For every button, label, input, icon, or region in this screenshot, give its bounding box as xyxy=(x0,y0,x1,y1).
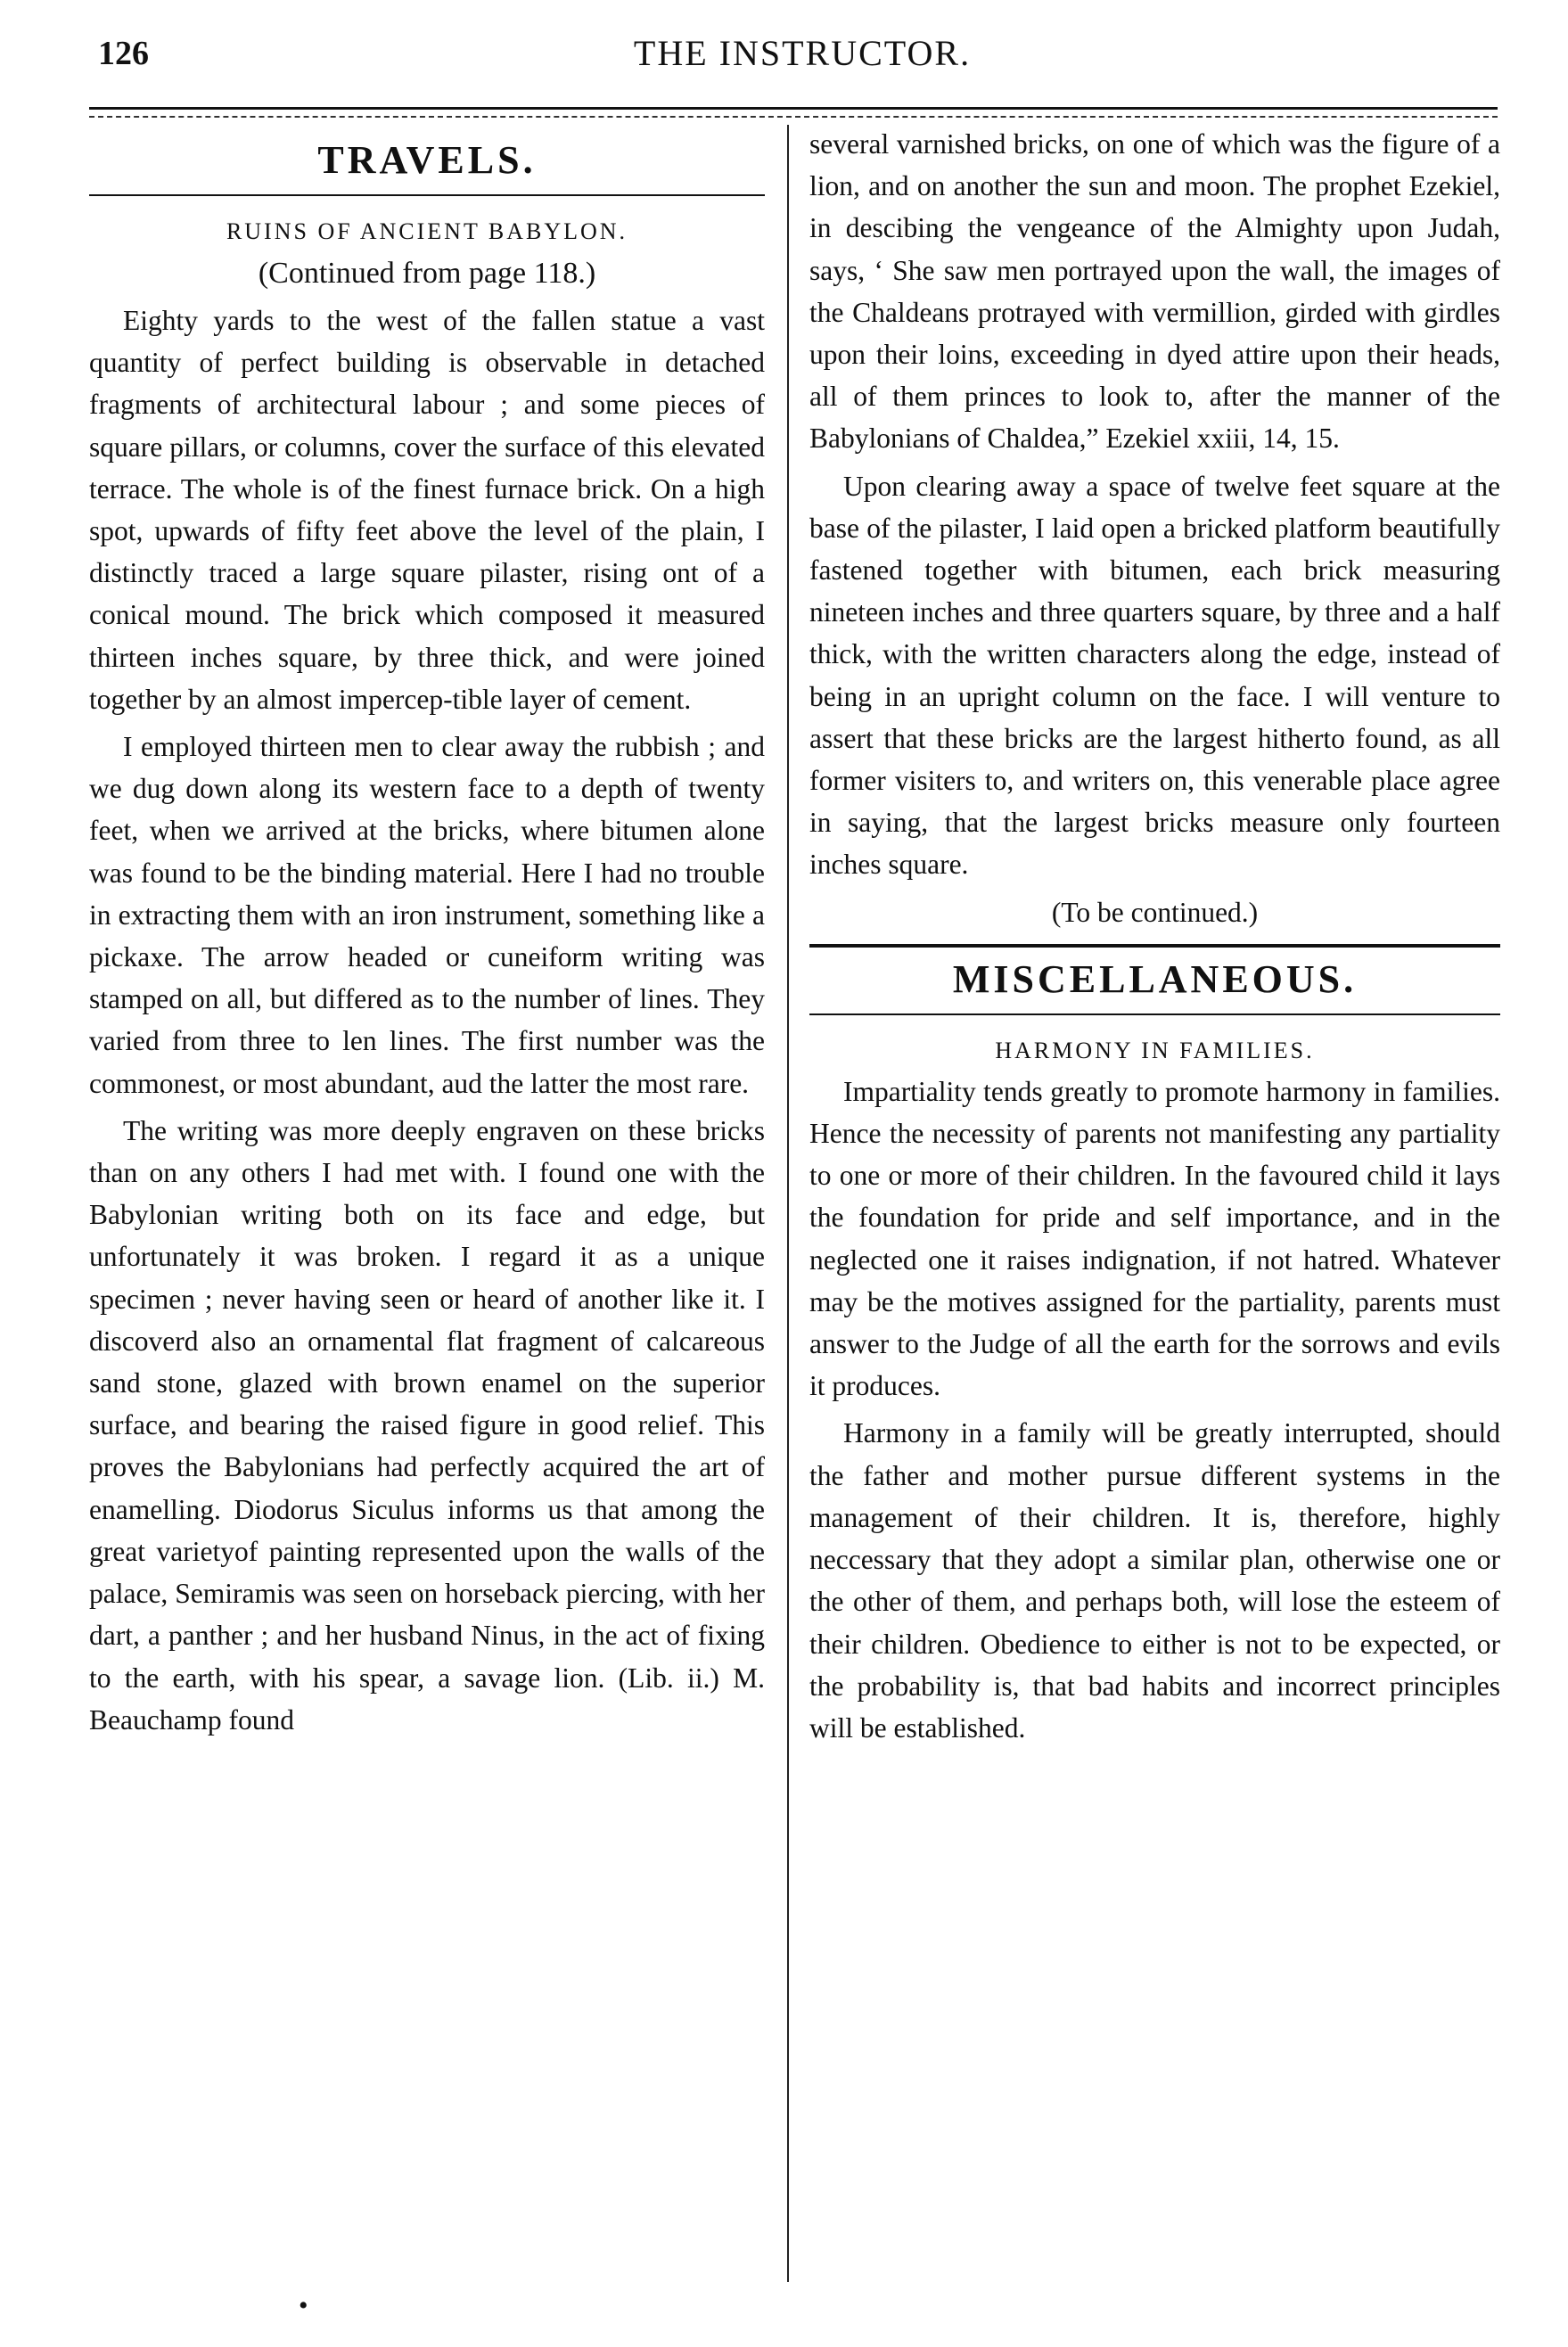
travels-paragraph-2: I employed thirteen men to clear away the rubbish ; and we dug down along its western face to a depth of twenty feet, when we arrived at the bricks, where bitumen alone was found to be the binding material. Here I had no trouble in extracting them with an iron instrument, something like a pickaxe. The arrow headed or cuneiform writing was stamped on all, but differed as to the number of lines. They varied from three to len lines. The first number was the commonest, or most abundant, aud the latter the most rare. xyxy=(89,731,765,1099)
misc-section-title: MISCELLANEOUS. xyxy=(952,956,1358,1001)
misc-rule xyxy=(809,1013,1500,1015)
page xyxy=(89,27,1515,2320)
header-rule xyxy=(89,107,1498,110)
travels-paragraph-3: The writing was more deeply engraven on these bricks than on any others I had met with. I found one with the Babylonian writing both on its face and edge, but unfortunately it was broken. I regard it as a unique specimen ; never having seen or heard of another like it. I discoverd also an ornamental flat fragment of calcareous sand stone, glazed with brown enamel on the superior surface, and bearing the raised figure in good relief. This proves the Babylonians had perfectly acquired the art of enamelling. Diodorus Siculus informs us that among the great varietyof painting represented upon the walls of the palace, Semiramis was seen on horseback piercing, with her dart, a panther ; and her husband Ninus, in the act of fixing to the earth, with his spear, a savage lion. (Lib. ii.) M. Beauchamp found xyxy=(89,1114,765,1736)
page-number: 126 xyxy=(98,35,149,72)
travels-continuation-2: Upon clearing away a space of twelve feet square at the base of the pilaster, I laid open a bricked platform beautifully fastened together with bitumen, each brick measuring nineteen inches and three quarters square, by three and a half thick, with the written characters along the edge, instead of being in an upright column on the face. I will venture to assert that these bricks are the largest hitherto found, as all former visiters to, and writers on, this venerable place agree in saying, that the largest bricks measure only fourteen inches square. xyxy=(809,470,1500,881)
travels-paragraph-1: Eighty yards to the west of the fallen statue a vast quantity of perfect building is observable in detached fragments of architectural labour ; and some pieces of square pillars, or columns, cover the surface of this elevated terrace. The whole is of the finest furnace brick. On a high spot, upwards of fifty feet above the level of the plain, I distinctly traced a large square pilaster, rising ont of a conical mound. The brick which composed it measured thirteen inches square, by three thick, and were joined together by an almost impercep-tible layer of cement. xyxy=(89,305,765,715)
harmony-article-title: HARMONY IN FAMILIES. xyxy=(995,1037,1315,1063)
header-rule-dashed xyxy=(89,116,1498,118)
left-column xyxy=(89,134,765,1746)
misc-paragraph-2: Harmony in a family will be greatly interrupted, should the father and mother pursue different systems in the management of their children. It is, therefore, highly neccessary that they adopt a similar plan, otherwise one or the other of them, and perhaps both, will lose the esteem of their children. Obedience to either is not to be expected, or the probability is, that bad habits and incorrect principles will be established. xyxy=(809,1417,1500,1744)
continued-from-note: (Continued from page 118.) xyxy=(258,257,596,290)
babylon-article-title: RUINS OF ANCIENT BABYLON. xyxy=(226,218,628,244)
travels-continuation-1: several varnished bricks, on one of which was the figure of a lion, and on another the sun and moon. The prophet Ezekiel, in descibing the vengeance of the Almighty upon Judah, says, ‘ She saw men portrayed upon the wall, the images of the Chaldeans protrayed with vermillion, girded with girdles upon their loins, exceeding in dyed attire upon their heads, all of them princes to look to, after the manner of the Babylonians of Chaldea,” Ezekiel xxiii, 14, 15. xyxy=(809,128,1500,455)
right-column xyxy=(809,123,1500,1754)
travels-rule xyxy=(89,194,765,196)
to-be-continued-note: (To be continued.) xyxy=(1051,896,1259,928)
journal-title: THE INSTRUCTOR. xyxy=(633,33,972,73)
misc-top-rule xyxy=(809,944,1500,948)
footer-mark: • xyxy=(299,2291,308,2320)
column-divider xyxy=(787,125,789,2282)
running-head xyxy=(89,27,1515,89)
misc-paragraph-1: Impartiality tends greatly to promote harmony in families. Hence the necessity of parents not manifesting any partiality to one or more of their children. In the favoured child it lays the foundation for pride and self importance, and in the neglected one it raises indignation, if not hatred. Whatever may be the motives assigned for the partiality, parents must answer to the Judge of all the earth for the sorrows and evils it produces. xyxy=(809,1075,1500,1402)
travels-section-title: TRAVELS. xyxy=(317,138,537,182)
